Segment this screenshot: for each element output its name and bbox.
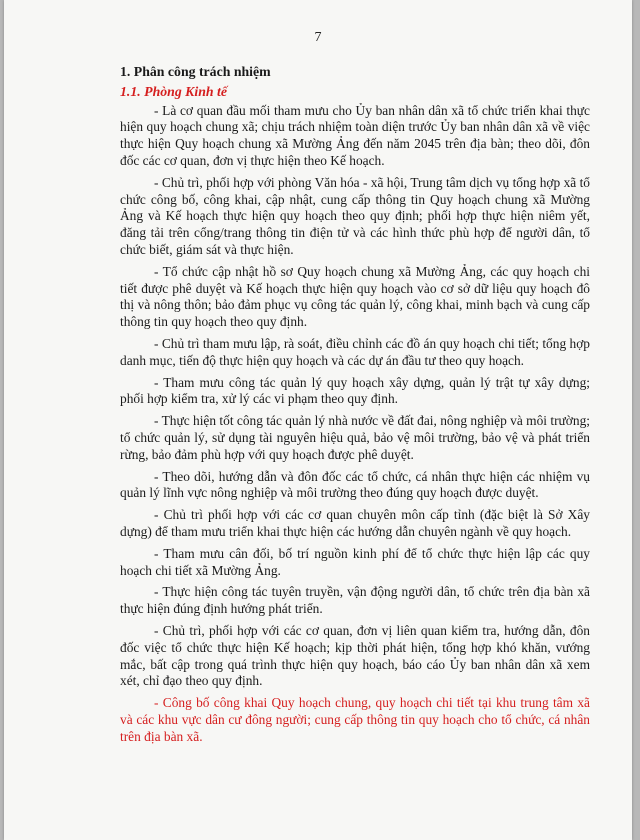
- paragraph-7: - Theo dõi, hướng dẫn và đôn đốc các tổ chức, cá nhân thực hiện các nhiệm vụ quản lý lĩnh vực nông nghiệp và môi trường theo đúng quy hoạch được duyệt.: [120, 468, 590, 501]
- paragraph-4: - Chủ trì tham mưu lập, rà soát, điều chỉnh các đồ án quy hoạch chi tiết; tổng hợp danh mục, tiến độ thực hiện quy hoạch và các dự án đầu tư theo quy hoạch.: [120, 335, 590, 368]
- paragraph-12-highlighted: - Công bố công khai Quy hoạch chung, quy hoạch chi tiết tại khu trung tâm xã và các khu vực dân cư đông người; cung cấp thông tin quy hoạch cho tổ chức, cá nhân trên địa bàn xã.: [120, 695, 590, 744]
- paragraph-8: - Chủ trì phối hợp với các cơ quan chuyên môn cấp tỉnh (đặc biệt là Sở Xây dựng) để tham mưu triển khai thực hiện các hướng dẫn chuyên ngành về quy hoạch.: [120, 507, 590, 539]
- paragraph-6: - Thực hiện tốt công tác quản lý nhà nước về đất đai, nông nghiệp và môi trường; tổ chức quản lý, sử dụng tài nguyên hiệu quả, bảo vệ môi trường, bảo vệ và phát triển rừng, bảo đảm phù hợp với quy hoạch được phê duyệt.: [120, 413, 590, 462]
- document-page: [4, 0, 632, 840]
- paragraph-2: - Chủ trì, phối hợp với phòng Văn hóa - xã hội, Trung tâm dịch vụ tổng hợp xã tổ chức công bố, công khai, cập nhật, cung cấp thông tin Quy hoạch chung xã Mường Ảng và Kế hoạch thực hiện quy hoạch theo quy định; phối hợp thực hiện niêm yết, đăng tải trên cổng/trang thông tin điện tử và các hình thức phù hợp để người dân, tổ chức biết, giám sát và thực hiện.: [120, 174, 590, 257]
- paragraph-1: - Là cơ quan đầu mối tham mưu cho Ủy ban nhân dân xã tổ chức triển khai thực hiện quy hoạch chung xã; chịu trách nhiệm toàn diện trước Ủy ban nhân dân xã về việc thực hiện Quy hoạch chung xã Mường Ảng đến năm 2045 trên địa bàn; theo dõi, đôn đốc các cơ quan, đơn vị thực hiện theo Kế hoạch.: [120, 102, 590, 168]
- paragraph-10: - Thực hiện công tác tuyên truyền, vận động người dân, tổ chức trên địa bàn xã thực hiện đúng định hướng phát triển.: [120, 584, 590, 617]
- section-heading: 1. Phân công trách nhiệm: [120, 64, 271, 79]
- subsection-heading: 1.1. Phòng Kinh tế: [120, 83, 227, 99]
- paragraph-5: - Tham mưu công tác quản lý quy hoạch xây dựng, quản lý trật tự xây dựng; phối hợp kiểm tra, xử lý các vi phạm theo quy định.: [120, 374, 590, 407]
- paragraph-11: - Chủ trì, phối hợp với các cơ quan, đơn vị liên quan kiểm tra, hướng dẫn, đôn đốc việc tổ chức thực hiện Kế hoạch; kịp thời phát hiện, tổng hợp khó khăn, vướng mắc, bất cập trong quá trình thực hiện quy hoạch, báo cáo Ủy ban nhân dân xã xem xét, chỉ đạo theo quy định.: [120, 622, 590, 689]
- page-number: 7: [314, 30, 322, 45]
- document-body: [120, 64, 590, 750]
- paragraph-9: - Tham mưu cân đối, bố trí nguồn kinh phí để tổ chức thực hiện lập các quy hoạch chi tiết xã Mường Ảng.: [120, 545, 590, 578]
- paragraph-3: - Tổ chức cập nhật hồ sơ Quy hoạch chung xã Mường Ảng, các quy hoạch chi tiết được phê duyệt và Kế hoạch thực hiện quy hoạch vào cơ sở dữ liệu quy hoạch đô thị và nông thôn; bảo đảm phục vụ công tác quản lý, công khai, minh bạch và cung cấp thông tin quy hoạch theo quy định.: [120, 263, 590, 330]
